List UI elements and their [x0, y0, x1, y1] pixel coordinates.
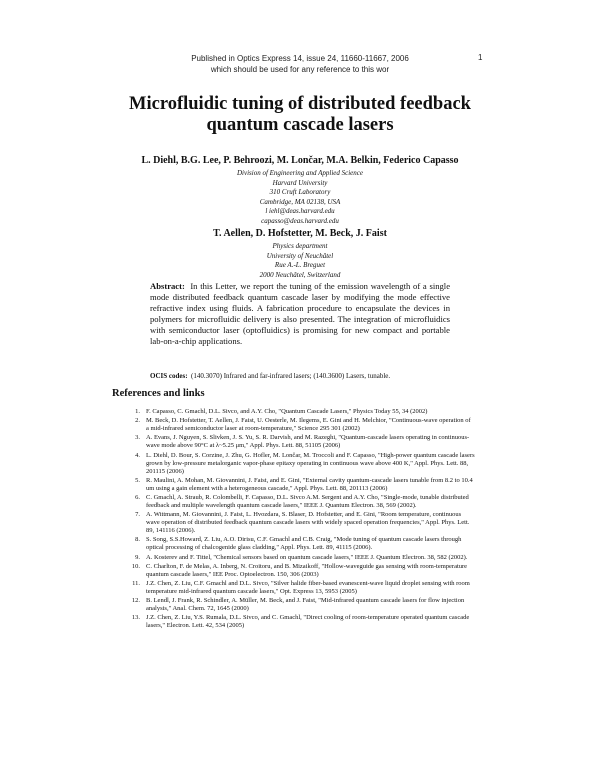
- title-line-2: quantum cascade lasers: [206, 115, 394, 135]
- reference-item: [130, 536, 475, 552]
- reference-text: M. Beck, D. Hofstetter, T. Aellen, J. Faist, U. Oesterle, M. Ilegems, E. Gini and H. Melchior, "Continuous-wave operation of a mid-infrared semiconductor laser at room-temperature," Science 295 301 (2002): [146, 417, 471, 433]
- reference-item: [130, 511, 475, 535]
- reference-item: [130, 554, 475, 562]
- reference-list: [130, 408, 475, 631]
- affiliation-line: 2000 Neuchâtel, Switzerland: [259, 270, 341, 279]
- affiliation-line: Cambridge, MA 02138, USA: [259, 197, 341, 206]
- abstract: [150, 281, 450, 346]
- header-line-2: which should be used for any reference to this wor: [210, 65, 390, 74]
- affiliation-line: Physics department: [272, 242, 328, 250]
- reference-number: 13.: [131, 614, 140, 622]
- affiliation-line: Rue A.-L. Breguet: [274, 261, 326, 269]
- reference-text: A. Wittmann, M. Giovannini, J. Faist, L. Hvozdara, S. Blaser, D. Hofstetter, and E. Gini, "Room temperature, continuous wave operation of distributed feedback quantum cascade lasers with widely spaced operation frequencies," Appl. Phys. Lett. 89, 141116 (2006).: [146, 511, 470, 535]
- reference-item: [130, 408, 475, 416]
- reference-number: 9.: [135, 553, 140, 561]
- reference-item: [130, 563, 475, 579]
- affiliation-group-1: [0, 169, 600, 226]
- page-number: 1: [478, 53, 483, 62]
- reference-item: [130, 580, 475, 596]
- email-link[interactable]: capasso@deas.harvard.edu: [261, 216, 339, 225]
- abstract-text: In this Letter, we report the tuning of the emission wavelength of a single mode distributed feedback quantum cascade laser by modifying the mode effective refractive index using fluids. A fabrication procedure to encapsulate the devices in polymers for microfluidic delivery is also presented. The integration of microfluidics with semiconductor laser (optofluidics) is promising for new compact and portable lab-on-a-chip applications.: [150, 281, 451, 346]
- reference-number: 8.: [135, 536, 140, 544]
- reference-item: [130, 597, 475, 613]
- header-line-1: Published in Optics Express 14, issue 24, 11660-11667, 2006: [191, 54, 409, 63]
- reference-number: 6.: [135, 493, 140, 501]
- reference-number: 5.: [135, 476, 140, 484]
- reference-text: B. Lendl, J. Frank, R. Schindler, A. Müller, M. Beck, and J. Faist, "Mid-infrared quantum cascade lasers for flow injection analysis," Anal. Chem. 72, 1645 (2000): [146, 597, 465, 613]
- reference-item: [130, 477, 475, 493]
- reference-item: [130, 452, 475, 476]
- reference-text: A. Kosterev and F. Tittel, "Chemical sensors based on quantum cascade lasers," IEEE J. Quantum Electron. 38, 582 (2002).: [146, 553, 468, 561]
- title-line-1: Microfluidic tuning of distributed feedback: [129, 94, 471, 114]
- reference-number: 7.: [135, 511, 140, 519]
- reference-text: J.Z. Chen, Z. Liu, C.F. Gmachl and D.L. Sivco, "Silver halide fiber-based evanescent-wave liquid droplet sensing with room temperature mid-infrared quantum cascade lasers," Opt. Express 13, 5953 (2005): [146, 579, 470, 595]
- authors-group-2: T. Aellen, D. Hofstetter, M. Beck, J. Faist: [213, 228, 387, 239]
- reference-item: [130, 614, 475, 630]
- reference-item: [130, 494, 475, 510]
- ocis-label: OCIS codes:: [150, 372, 188, 380]
- reference-text: L. Diehl, D. Bour, S. Corzine, J. Zhu, G. Hofler, M. Lončar, M. Troccoli and F. Capasso, "High-power quantum cascade lasers grown by low-pressure metalorganic vapor-phase epitaxy operating in continuous wave above 400 K," Appl. Phys. Lett. 88, 201115 (2006): [146, 451, 475, 475]
- paper-title: [60, 94, 540, 136]
- reference-text: R. Maulini, A. Mohan, M. Giovannini, J. Faist, and E. Gini, "External cavity quantum-cascade lasers tunable from 8.2 to 10.4 um using a gain element with a heterogeneous cascade," Appl. Phys. Lett. 88, 201113 (2006): [146, 476, 473, 492]
- publication-header: [0, 53, 600, 75]
- affiliation-line: University of Neuchâtel: [266, 251, 334, 260]
- reference-number: 3.: [135, 434, 140, 442]
- reference-number: 4.: [135, 451, 140, 459]
- reference-number: 12.: [131, 597, 140, 605]
- reference-text: A. Evans, J. Nguyen, S. Slivken, J. S. Yu, S. R. Darvish, and M. Razeghi, "Quantum-cascade lasers operating in continuous-wave mode above 90°C at λ~5.25 μm," Appl. Phys. Lett. 88, 51105 (2006): [146, 434, 470, 450]
- reference-number: 2.: [135, 417, 140, 425]
- reference-text: C. Charlton, F. de Melas, A. Inberg, N. Croitoru, and B. Mizaikoff, "Hollow-waveguide gas sensing with room-temperature quantum cascade lasers," IEE Proc. Optoelectron. 150, 306 (2003): [146, 562, 468, 578]
- authors-group-1: L. Diehl, B.G. Lee, P. Behroozi, M. Lončar, M.A. Belkin, Federico Capasso: [141, 155, 459, 166]
- references-heading: References and links: [112, 388, 205, 399]
- reference-item: [130, 434, 475, 450]
- ocis-codes: [150, 372, 460, 380]
- reference-text: F. Capasso, C. Gmachl, D.L. Sivco, and A.Y. Cho, "Quantum Cascade Lasers," Physics Today 55, 34 (2002): [146, 408, 428, 415]
- affiliation-line: Harvard University: [272, 178, 328, 187]
- reference-number: 1.: [135, 408, 140, 415]
- reference-text: C. Gmachl, A. Straub, R. Colombelli, F. Capasso, D.L. Sivco A.M. Sergent and A.Y. Cho, "Single-mode, tunable distributed feedback and multiple wavelength quantum cascade lasers," IEEE J. Quantum Electron. 38, 569 (2002).: [146, 493, 469, 509]
- ocis-text: (140.3070) Infrared and far-infrared lasers; (140.3600) Lasers, tunable.: [191, 372, 391, 380]
- email-link[interactable]: l iehl@deas.harvard.edu: [265, 207, 335, 215]
- reference-number: 11.: [132, 579, 140, 587]
- reference-text: J.Z. Chen, Z. Liu, Y.S. Rumala, D.L. Sivco, and C. Gmachl, "Direct cooling of room-temperature operated quantum cascade lasers," Electron. Lett. 42, 534 (2005): [146, 614, 470, 630]
- affiliation-line: Division of Engineering and Applied Science: [236, 169, 364, 177]
- reference-number: 10.: [131, 562, 140, 570]
- affiliation-group-2: [0, 242, 600, 280]
- abstract-label: Abstract:: [150, 281, 185, 291]
- reference-text: S. Song, S.S.Howard, Z. Liu, A.O. Dirisu, C.F. Gmachl and C.B. Craig, "Mode tuning of quantum cascade lasers through optical processing of chalcogenide glass cladding," Appl. Phys. Lett. 89, 41115 (2006).: [146, 536, 462, 552]
- reference-item: [130, 417, 475, 433]
- affiliation-line: 310 Cruft Laboratory: [269, 188, 331, 196]
